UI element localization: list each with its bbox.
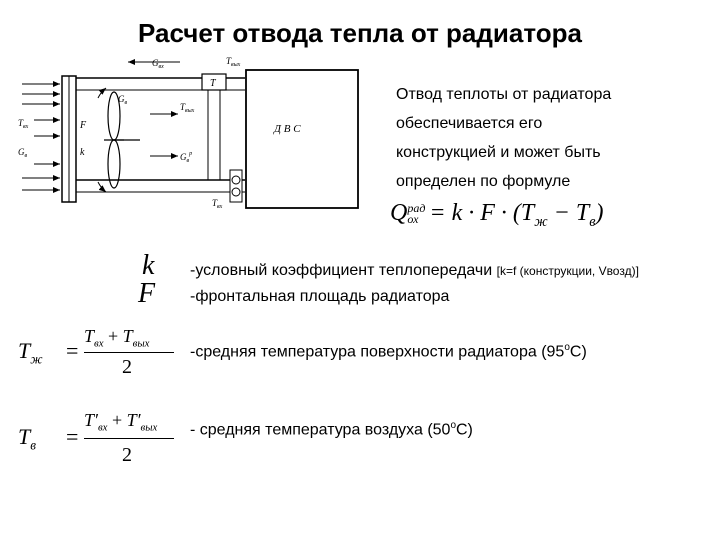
- label-gv-p: $G_в^p$: [180, 151, 193, 164]
- main-formula: Q рад ох = $k \cdot F \cdot (T_ж - T_в)$: [390, 200, 604, 230]
- intro-line: определен по формуле: [396, 173, 571, 190]
- page-title: Расчет отвода тепла от радиатора: [138, 18, 582, 48]
- radiator-diagram: [0, 52, 380, 212]
- intro-text: [396, 80, 706, 196]
- label-t-left: $T_{вх}$: [18, 118, 29, 130]
- k-symbol: k: [142, 250, 155, 281]
- incoming-air-arrows: [22, 84, 60, 190]
- engine-block: [246, 70, 358, 208]
- label-t-out-air: $T_{вых}$: [180, 102, 195, 114]
- label-g-top: $G_{вх}$: [152, 58, 164, 70]
- label-f: F: [80, 120, 87, 131]
- pump: [230, 170, 242, 202]
- tzh-formula: $T_ж$ = $T_{вх} + T_{вых}$ 2: [18, 326, 168, 386]
- tv-formula: $T_в$ = $T'_{вх} + T'_{вых}$ 2: [18, 410, 168, 470]
- f-symbol: F: [138, 278, 156, 309]
- tv-definition: - средняя температура воздуха $(50^оС)$: [190, 420, 473, 439]
- label-g-left: $G_в$: [18, 147, 28, 159]
- intro-line: Отвод теплоты от радиатора: [396, 86, 612, 103]
- intro-line: обеспечивается его: [396, 115, 543, 132]
- label-gv-fan: $G_в$: [118, 94, 128, 106]
- label-t-top: $T_{вых}$: [226, 56, 241, 68]
- label-engine: Д В С: [274, 123, 301, 135]
- label-k: k: [80, 147, 85, 158]
- tzh-definition: -средняя температура поверхности радиатора $(95^оС)$: [190, 342, 587, 361]
- intro-line: конструкцией и может быть: [396, 144, 601, 161]
- k-definition: -условный коэффициент теплопередачи [k=f (конструкции, Vвозд)]: [190, 262, 639, 279]
- f-definition: -фронтальная площадь радиатора: [190, 288, 450, 305]
- label-t-box: T: [210, 78, 216, 89]
- label-t-bottom: $T_{вх}$: [212, 198, 223, 210]
- fan: [104, 92, 140, 188]
